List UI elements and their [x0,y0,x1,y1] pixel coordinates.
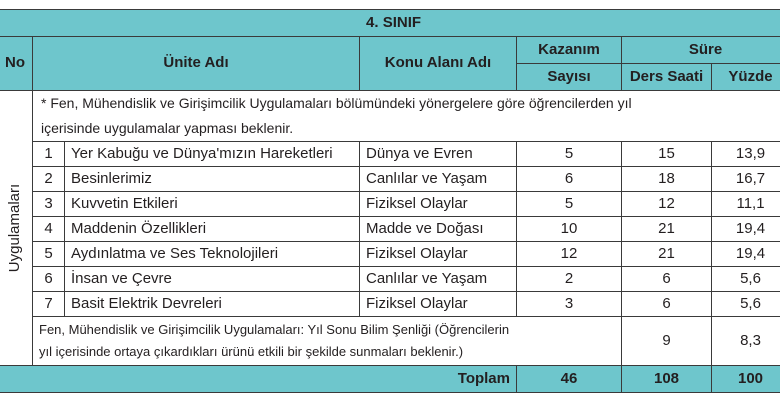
row-unite [33,142,360,167]
row-yuzde: 5,6 [712,267,780,292]
table-row [0,192,780,217]
fen-yuzde: 8,3 [712,317,780,366]
side-column [0,91,33,366]
row-yuzde: 5,6 [712,292,780,317]
row-kazanim: 12 [517,242,622,267]
row-ders-saati: 12 [622,192,712,217]
note-line-1: * Fen, Mühendislik ve Girişimcilik Uygulamaları bölümündeki yönergelere göre öğrencilerden yıl [41,95,632,111]
total-yuzde: 100 [712,366,780,393]
note-text [33,91,780,142]
total-kazanim: 46 [517,366,622,393]
row-unite-label: Yer Kabuğu ve Dünya'mızın Hareketleri [71,144,333,162]
row-no: 4 [33,217,65,241]
header-unite: Ünite Adı [33,37,360,91]
table-row [0,167,780,192]
header-no: No [0,37,33,91]
row-no: 5 [33,242,65,266]
total-ders-saati: 108 [622,366,712,393]
row-no: 1 [33,142,65,166]
row-yuzde: 19,4 [712,217,780,242]
row-unite-label: İnsan ve Çevre [71,269,172,287]
row-yuzde: 11,1 [712,192,780,217]
row-kazanim: 10 [517,217,622,242]
table-row [0,267,780,292]
row-kazanim: 3 [517,292,622,317]
row-konu: Canlılar ve Yaşam [360,167,517,192]
header-sure: Süre [622,37,780,64]
row-konu: Fiziksel Olaylar [360,292,517,317]
row-konu: Fiziksel Olaylar [360,192,517,217]
row-yuzde: 13,9 [712,142,780,167]
row-konu: Dünya ve Evren [360,142,517,167]
table-title: 4. SINIF [0,10,780,37]
row-kazanim: 5 [517,142,622,167]
row-unite [33,217,360,242]
row-unite-label: Basit Elektrik Devreleri [71,294,222,312]
row-unite [33,192,360,217]
row-unite-label: Aydınlatma ve Ses Teknolojileri [71,244,279,262]
row-unite-label: Besinlerimiz [71,169,152,187]
row-unite [33,167,360,192]
row-unite-label: Maddenin Özellikleri [71,219,207,237]
row-kazanim: 5 [517,192,622,217]
total-row [0,366,780,393]
row-ders-saati: 6 [622,292,712,317]
header-konu: Konu Alanı Adı [360,37,517,91]
fen-ders-saati: 9 [622,317,712,366]
curriculum-table [0,9,780,393]
fen-row [0,317,780,366]
row-yuzde: 19,4 [712,242,780,267]
row-ders-saati: 21 [622,217,712,242]
header-yuzde: Yüzde [712,64,780,91]
side-label: Uygulamaları [5,183,23,273]
table-row [0,242,780,267]
row-unite [33,267,360,292]
row-konu: Canlılar ve Yaşam [360,267,517,292]
row-no: 6 [33,267,65,291]
row-unite [33,292,360,317]
header-kazanim: Kazanım [517,37,622,64]
row-ders-saati: 6 [622,267,712,292]
fen-text [33,317,622,366]
row-no: 2 [33,167,65,191]
row-yuzde: 16,7 [712,167,780,192]
fen-line-2: yıl içerisinde ortaya çıkardıkları ürünü etkili bir şekilde sunmaları beklenir.) [39,344,464,359]
row-kazanim: 6 [517,167,622,192]
table-row [0,142,780,167]
row-konu: Madde ve Doğası [360,217,517,242]
table-row [0,292,780,317]
row-ders-saati: 18 [622,167,712,192]
total-label: Toplam [0,366,517,393]
row-ders-saati: 15 [622,142,712,167]
table-row [0,217,780,242]
row-unite-label: Kuvvetin Etkileri [71,194,178,212]
row-no: 7 [33,292,65,316]
row-konu: Fiziksel Olaylar [360,242,517,267]
note-line-2: içerisinde uygulamalar yapması beklenir. [41,120,294,136]
header-ders-saati: Ders Saati [622,64,712,91]
fen-line-1: Fen, Mühendislik ve Girişimcilik Uygulamaları: Yıl Sonu Bilim Şenliği (Öğrencilerin [39,322,510,337]
row-ders-saati: 21 [622,242,712,267]
row-unite [33,242,360,267]
header-kazanim-sayisi: Sayısı [517,64,622,91]
row-no: 3 [33,192,65,216]
row-kazanim: 2 [517,267,622,292]
